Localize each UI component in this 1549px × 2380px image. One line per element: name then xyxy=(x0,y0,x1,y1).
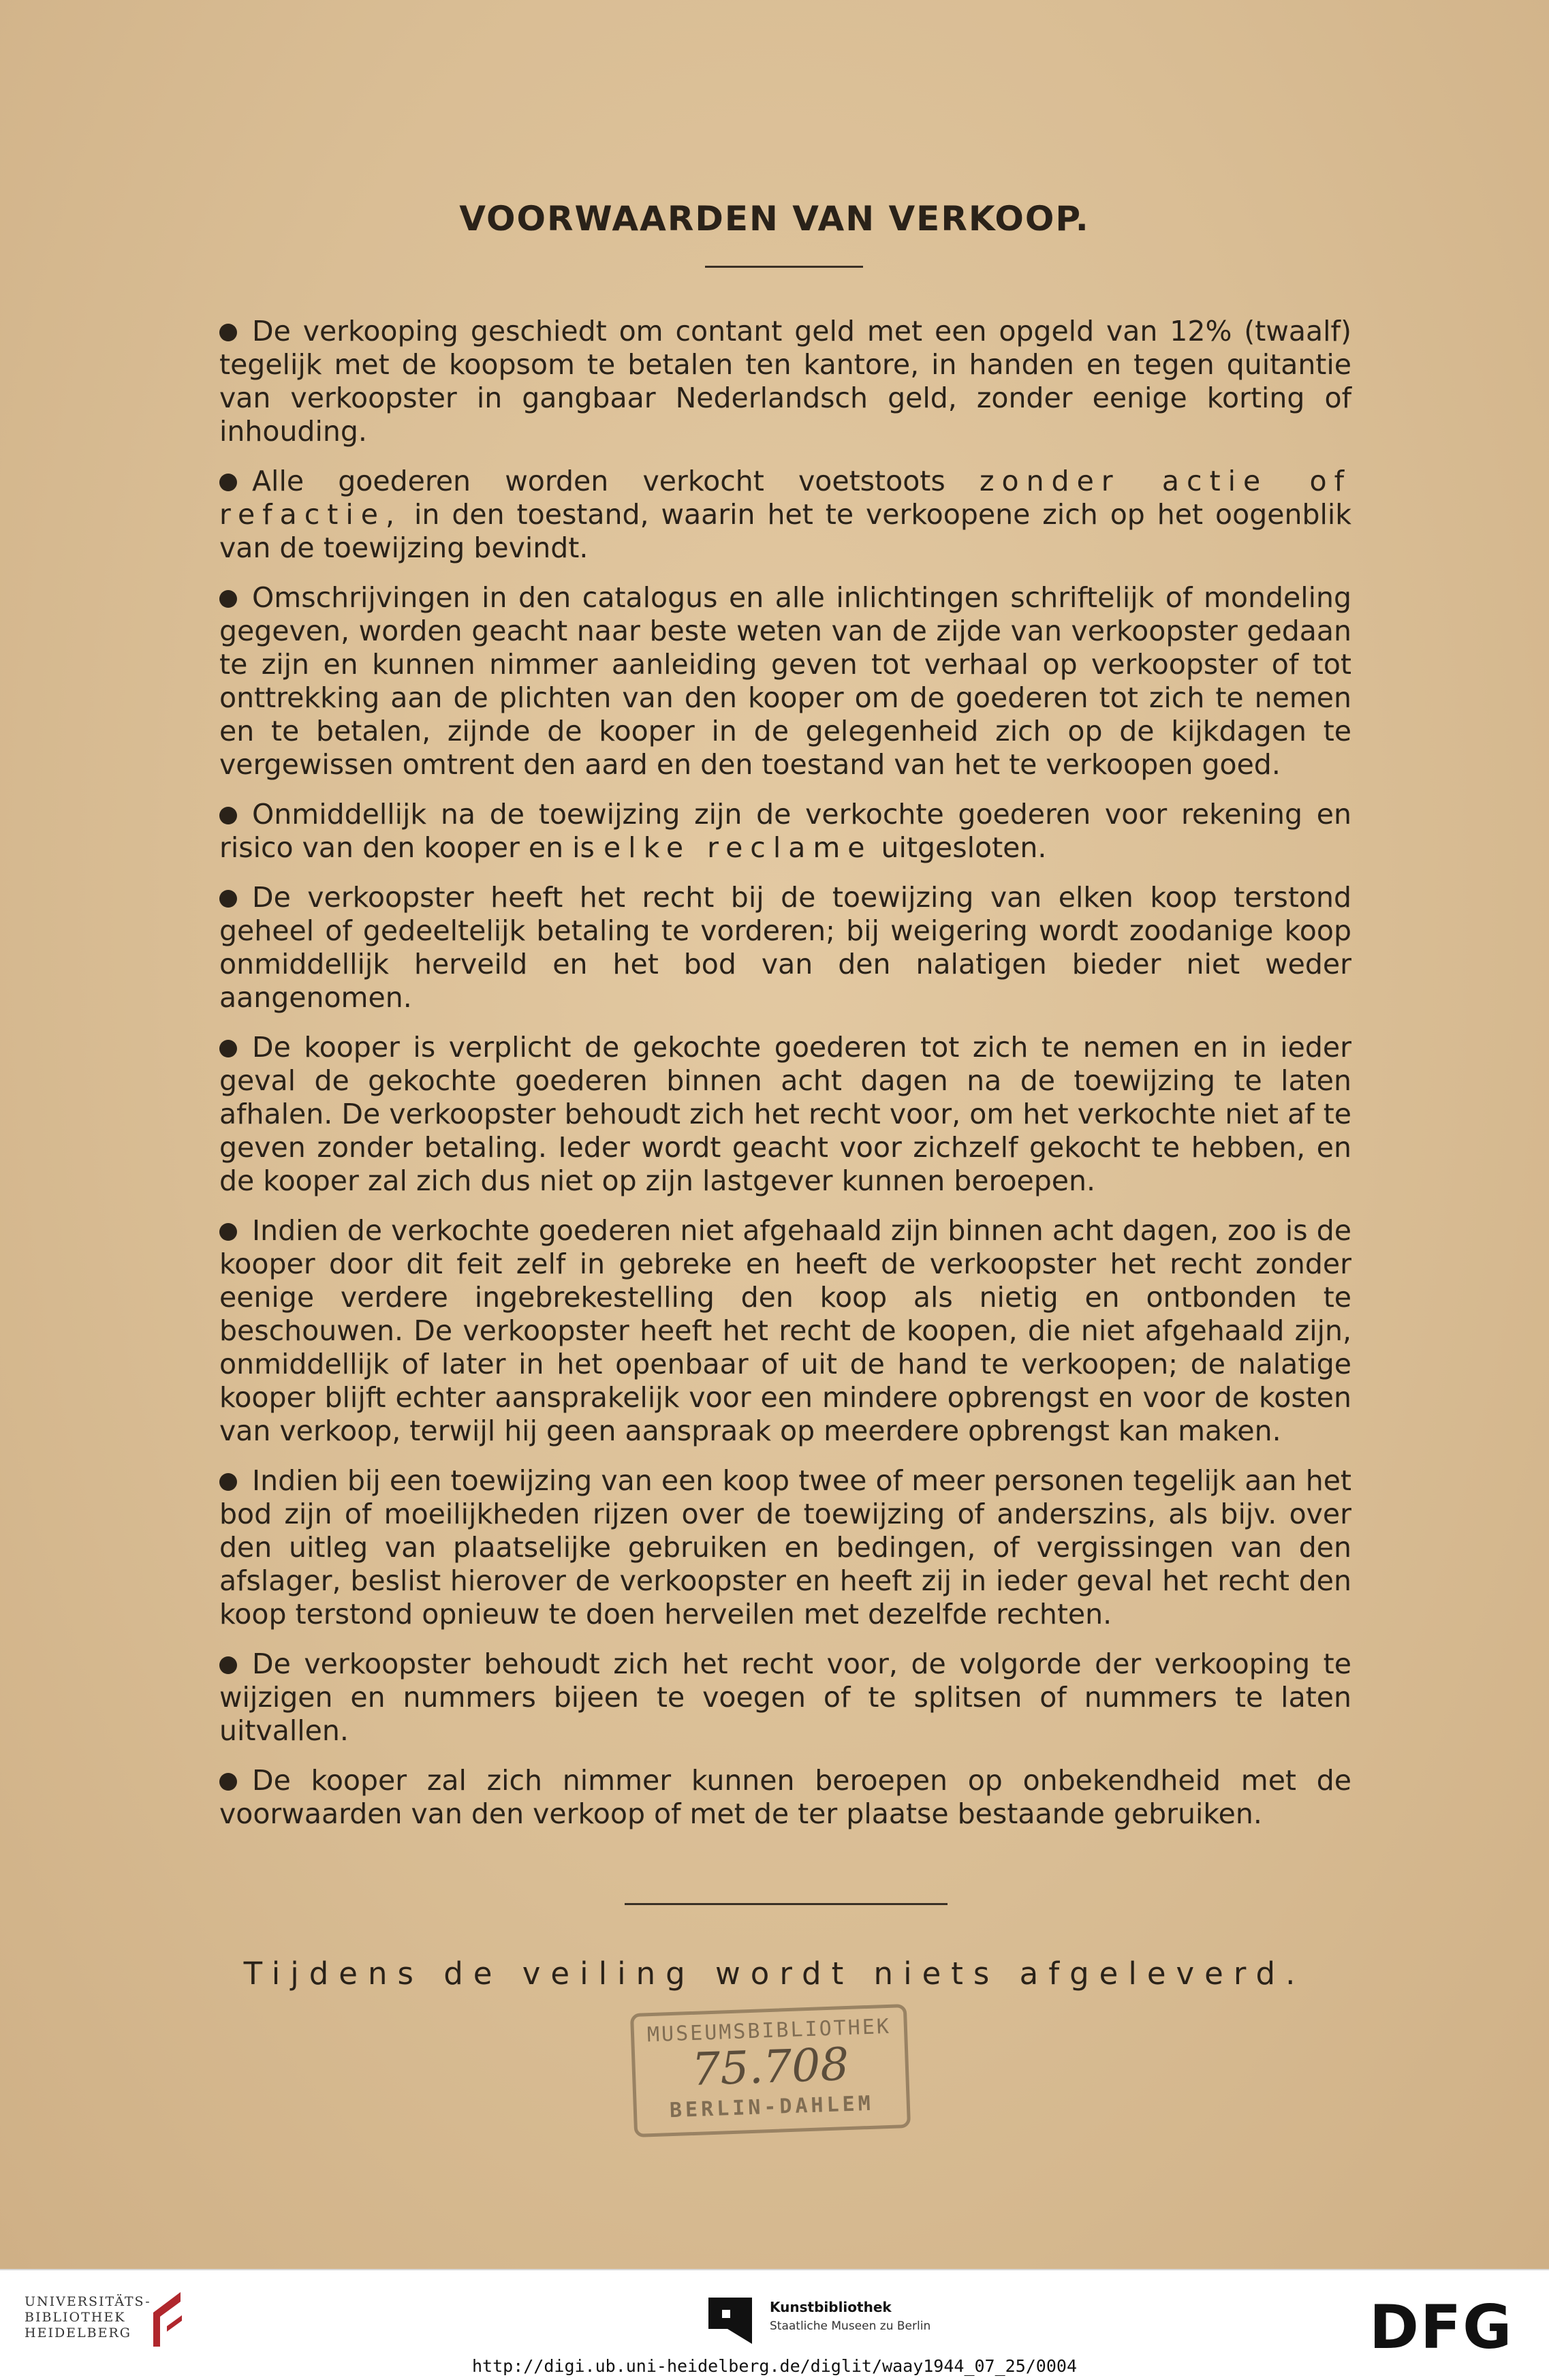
footer-divider xyxy=(625,1903,948,1905)
title-divider xyxy=(705,266,863,268)
spaced-emphasis: elke reclame xyxy=(603,831,873,864)
bullet-icon xyxy=(219,1473,237,1491)
stamp-number: 75.708 xyxy=(691,2037,850,2097)
term-paragraph: De verkooping geschiedt om contant geld met een opgeld van 12% (twaalf) tegelijk met de koopsom te betalen ten kantore, in handen en tegen quitantie van verkoopster in gangbaar Nederlandsch geld, zonder eenige korting of inhouding. xyxy=(219,315,1351,448)
ub-heidelberg-label[interactable]: UNIVERSITÄTS- BIBLIOTHEK HEIDELBERG xyxy=(25,2294,151,2340)
permalink-url[interactable]: http://digi.ub.uni-heidelberg.de/diglit/waay1944_07_25/0004 xyxy=(471,2356,1078,2376)
term-paragraph: Indien bij een toewijzing van een koop twee of meer personen tegelijk aan het bod zijn of moeilijkheden rijzen over de toewijzing of anderszins, als bijv. over den uitleg van plaatselijke gebruiken en bedingen, of vergissingen van den afslager, beslist hierover de verkoopster en heeft zij in ieder geval het recht den koop terstond opnieuw te doen herveilen met dezelfde rechten. xyxy=(219,1464,1351,1631)
page-title: VOORWAARDEN VAN VERKOOP. xyxy=(459,199,1090,238)
bullet-icon xyxy=(219,1773,237,1791)
bullet-icon xyxy=(219,1656,237,1674)
terms-list xyxy=(219,315,1351,1847)
bullet-icon xyxy=(219,324,237,341)
kunstbibliothek-name: Kunstbibliothek xyxy=(770,2299,892,2315)
term-paragraph: Indien de verkochte goederen niet afgehaald zijn binnen acht dagen, zoo is de kooper door dit feit zelf in gebreke en heeft de verkoopster het recht zonder eenige verdere ingebrekestelling den koop als nietig en ontbonden te beschouwen. De verkoopster heeft het recht de koopen, die niet afgehaald zijn, onmiddellijk of later in het openbaar of uit de hand te verkoopen; de nalatige kooper blijft echter aansprakelijk voor een mindere opbrengst en voor de kosten van verkoop, terwijl hij geen aanspraak op meerdere opbrengst kan maken. xyxy=(219,1214,1351,1447)
stamp-top-text: MUSEUMSBIBLIOTHEK xyxy=(646,2014,892,2047)
term-paragraph: Alle goederen worden verkocht voetstoots zonder actie of refactie, in den toestand, waarin het te verkoopene zich op het oogenblik van de toewijzing bevindt. xyxy=(219,465,1352,564)
term-paragraph: Omschrijvingen in den catalogus en alle inlichtingen schriftelijk of mondeling gegeven, worden geacht naar beste weten van de zijde van verkoopster gedaan te zijn en kunnen nimmer aanleiding geven tot verhaal op verkoopster of tot onttrekking aan de plichten van den kooper om de goederen tot zich te nemen en te betalen, zijnde de kooper in de gelegenheid zich op de kijkdagen te vergewissen omtrent den aard en den toestand van het te verkoopen goed. xyxy=(219,581,1351,781)
term-paragraph: De verkoopster behoudt zich het recht voor, de volgorde der verkooping te wijzigen en nummers bijeen te voegen of te splitsen of nummers te laten uitvallen. xyxy=(219,1648,1351,1747)
term-paragraph: De kooper is verplicht de gekochte goederen tot zich te nemen en in ieder geval de gekochte goederen binnen acht dagen na de toewijzing te laten afhalen. De verkoopster behoudt zich het recht voor, om het verkochte niet af te geven zonder betaling. Ieder wordt geacht voor zichzelf gekocht te hebben, en de kooper zal zich dus niet op zijn lastgever kunnen beroepen. xyxy=(219,1031,1351,1197)
viewer-footer-bar xyxy=(0,2269,1549,2380)
bullet-icon xyxy=(219,1223,237,1241)
bullet-icon xyxy=(219,474,237,491)
term-paragraph: Onmiddellijk na de toewijzing zijn de verkochte goederen voor rekening en risico van den kooper en is elke reclame uitgesloten. xyxy=(219,798,1351,864)
ub-heidelberg-logo-icon[interactable] xyxy=(140,2285,187,2353)
footer-note: Tijdens de veiling wordt niets afgeleverd. xyxy=(243,1956,1306,1992)
kunstbibliothek-logo-icon[interactable] xyxy=(708,2298,752,2344)
term-paragraph: De verkoopster heeft het recht bij de toewijzing van elken koop terstond geheel of gedeeltelijk betaling te vorderen; bij weigering wordt zoodanige koop onmiddellijk herveild en het bod van den nalatigen bieder niet weder aangenomen. xyxy=(219,881,1351,1014)
spaced-emphasis: zonder actie of refactie, xyxy=(219,465,1352,531)
stamp-bottom-text: BERLIN-DAHLEM xyxy=(669,2091,875,2123)
term-paragraph: De kooper zal zich nimmer kunnen beroepen op onbekendheid met de voorwaarden van den verkoop of met de ter plaatse bestaande gebruiken. xyxy=(219,1764,1351,1830)
bullet-icon xyxy=(219,590,237,608)
library-stamp xyxy=(630,2004,911,2137)
bullet-icon xyxy=(219,807,237,824)
dfg-logo[interactable]: DFG xyxy=(1369,2292,1514,2362)
bullet-icon xyxy=(219,890,237,908)
bullet-icon xyxy=(219,1040,237,1057)
kunstbibliothek-subtitle: Staatliche Museen zu Berlin xyxy=(770,2319,931,2333)
